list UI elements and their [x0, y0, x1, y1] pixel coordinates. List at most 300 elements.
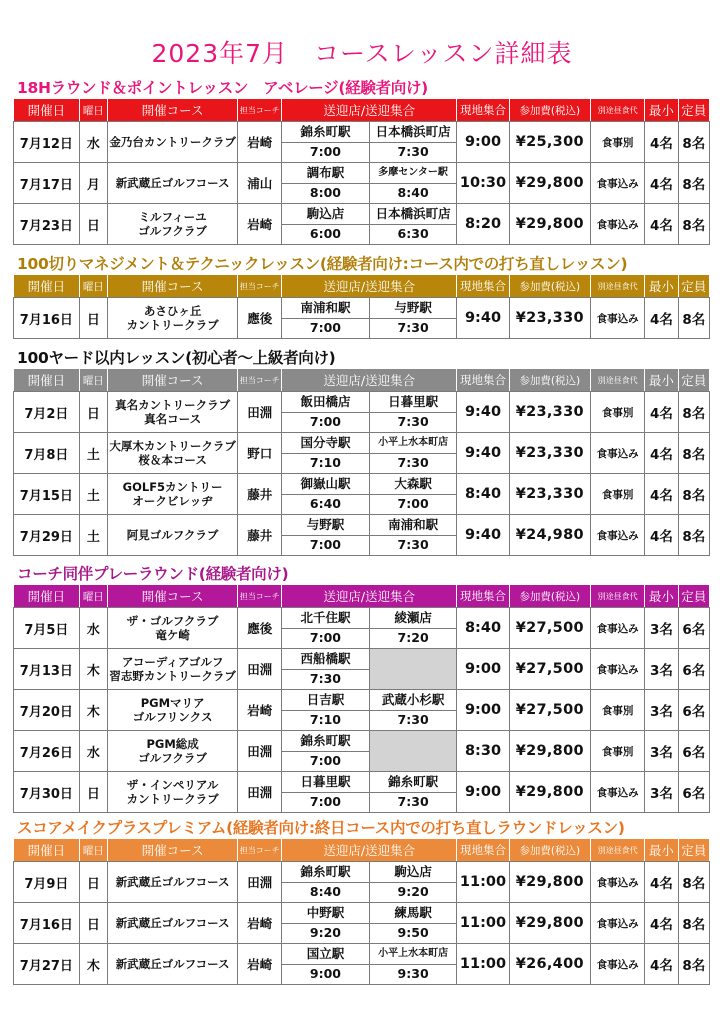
- pickup-2-location: 南浦和駅: [369, 515, 457, 536]
- pickup-1-time: 7:00: [282, 142, 370, 163]
- header-pickup: 送迎店/送迎集合: [282, 369, 457, 392]
- header-pickup: 送迎店/送迎集合: [282, 275, 457, 298]
- pickup-1-time: 7:10: [282, 710, 370, 731]
- table-row: [14, 474, 710, 495]
- lesson-weekday: 日: [79, 204, 107, 245]
- pickup-2-location: 錦糸町駅: [369, 772, 457, 793]
- meal-info: 食事別: [590, 690, 644, 731]
- header-fee: 参加費(税込): [509, 369, 590, 392]
- pickup-1-location: 南浦和駅: [282, 298, 370, 319]
- page-title: 2023年7月 コースレッスン詳細表: [151, 39, 573, 68]
- header-pickup: 送迎店/送迎集合: [282, 99, 457, 122]
- lesson-coach: 岩崎: [238, 903, 282, 944]
- meet-time: 8:30: [457, 731, 509, 772]
- header-meet: 現地集合: [457, 99, 509, 122]
- lesson-date: 7月8日: [14, 433, 80, 474]
- pickup-2-time: 7:00: [369, 494, 457, 515]
- capacity: 8名: [678, 903, 709, 944]
- lesson-coach: 岩崎: [238, 204, 282, 245]
- lesson-date: 7月2日: [14, 392, 80, 433]
- header-cap: 定員: [678, 585, 709, 608]
- meet-time: 9:00: [457, 122, 509, 163]
- pickup-2-location: 与野駅: [369, 298, 457, 319]
- min-participants: 4名: [645, 298, 678, 339]
- header-fee: 参加費(税込): [509, 99, 590, 122]
- pickup-2-location: 大森駅: [369, 474, 457, 495]
- lesson-fee: ¥27,500: [509, 608, 590, 649]
- capacity: 8名: [678, 392, 709, 433]
- pickup-1-location: 調布駅: [282, 163, 370, 184]
- header-day: 曜日: [79, 275, 107, 298]
- course-name-line: PGM総成: [146, 737, 199, 751]
- lesson-course: [107, 649, 237, 690]
- lesson-weekday: 日: [79, 392, 107, 433]
- pickup-2-location: 練馬駅: [369, 903, 457, 924]
- capacity: 8名: [678, 944, 709, 985]
- lesson-course: [107, 944, 237, 985]
- pickup-1-location: 国分寺駅: [282, 433, 370, 454]
- section-title: コーチ同伴プレーラウンド(経験者向け): [17, 565, 289, 583]
- course-name-line: GOLF5カントリー: [122, 480, 223, 494]
- pickup-1-time: 9:20: [282, 923, 370, 944]
- header-meet: 現地集合: [457, 275, 509, 298]
- header-meet: 現地集合: [457, 369, 509, 392]
- header-day: 曜日: [79, 369, 107, 392]
- course-name-line: カントリークラブ: [126, 792, 219, 806]
- meal-info: 食事別: [590, 392, 644, 433]
- course-name-line: 大厚木カントリークラブ: [109, 439, 236, 453]
- header-day: 曜日: [79, 99, 107, 122]
- header-meal: 別途昼食代: [590, 839, 644, 862]
- lesson-course: [107, 772, 237, 813]
- header-meal: 別途昼食代: [590, 585, 644, 608]
- lesson-fee: ¥23,330: [509, 433, 590, 474]
- header-pickup: 送迎店/送迎集合: [282, 839, 457, 862]
- table-row: [14, 608, 710, 629]
- header-course: 開催コース: [107, 585, 237, 608]
- pickup-1-time: 7:10: [282, 453, 370, 474]
- meal-info: 食事込み: [590, 903, 644, 944]
- lesson-course: [107, 515, 237, 556]
- min-participants: 4名: [645, 433, 678, 474]
- pickup-2-time: 7:20: [369, 628, 457, 649]
- meal-info: 食事込み: [590, 944, 644, 985]
- lesson-weekday: 日: [79, 298, 107, 339]
- lesson-fee: ¥29,800: [509, 903, 590, 944]
- table-row: [14, 433, 710, 454]
- table-row: [14, 944, 710, 965]
- table-row: [14, 903, 710, 924]
- lesson-coach: 田淵: [238, 772, 282, 813]
- lesson-weekday: 土: [79, 474, 107, 515]
- min-participants: 4名: [645, 515, 678, 556]
- section-title: 100ヤード以内レッスン(初心者～上級者向け): [17, 349, 336, 367]
- capacity: 8名: [678, 433, 709, 474]
- header-date: 開催日: [14, 585, 80, 608]
- pickup-2-location: 駒込店: [369, 862, 457, 883]
- lesson-fee: ¥24,980: [509, 515, 590, 556]
- pickup-2-time: 7:30: [369, 318, 457, 339]
- lesson-coach: 岩崎: [238, 122, 282, 163]
- meal-info: 食事込み: [590, 862, 644, 903]
- pickup-1-time: 7:00: [282, 535, 370, 556]
- course-name-line: アコーディアゴルフ: [121, 655, 224, 669]
- capacity: 8名: [678, 298, 709, 339]
- course-name-line: 阿見ゴルフクラブ: [126, 528, 219, 542]
- lesson-fee: ¥27,500: [509, 649, 590, 690]
- lesson-date: 7月9日: [14, 862, 80, 903]
- lesson-course: [107, 862, 237, 903]
- lesson-date: 7月17日: [14, 163, 80, 204]
- section-title: 100切りマネジメント＆テクニックレッスン(経験者向け:コース内での打ち直しレッスン): [17, 255, 628, 273]
- pickup-2-empty: [369, 731, 457, 772]
- lesson-coach: 藤井: [238, 515, 282, 556]
- header-min: 最小: [645, 839, 678, 862]
- meal-info: 食事別: [590, 474, 644, 515]
- pickup-2-location: 武蔵小杉駅: [369, 690, 457, 711]
- course-name-line: PGMマリア: [140, 696, 205, 710]
- schedule-table: [13, 838, 710, 985]
- header-meet: 現地集合: [457, 839, 509, 862]
- lesson-date: 7月29日: [14, 515, 80, 556]
- lesson-date: 7月5日: [14, 608, 80, 649]
- header-coach: 担当コーチ: [238, 99, 282, 122]
- pickup-1-time: 7:00: [282, 412, 370, 433]
- section-title: スコアメイクプラスプレミアム(経験者向け:終日コース内での打ち直しラウンドレッスン): [17, 819, 625, 837]
- lesson-coach: 藤井: [238, 474, 282, 515]
- table-row: [14, 731, 710, 752]
- lesson-date: 7月27日: [14, 944, 80, 985]
- pickup-2-location: 小平上水本町店: [369, 433, 457, 454]
- min-participants: 3名: [645, 649, 678, 690]
- pickup-1-location: 北千住駅: [282, 608, 370, 629]
- capacity: 8名: [678, 204, 709, 245]
- lesson-fee: ¥23,330: [509, 474, 590, 515]
- lesson-weekday: 日: [79, 903, 107, 944]
- header-course: 開催コース: [107, 839, 237, 862]
- header-min: 最小: [645, 585, 678, 608]
- lesson-course: [107, 163, 237, 204]
- course-name-line: 新武蔵丘ゴルフコース: [115, 957, 230, 971]
- meet-time: 11:00: [457, 903, 509, 944]
- header-min: 最小: [645, 99, 678, 122]
- table-header-row: [14, 839, 710, 862]
- meal-info: 食事込み: [590, 515, 644, 556]
- min-participants: 4名: [645, 122, 678, 163]
- pickup-2-time: 9:30: [369, 964, 457, 985]
- meet-time: 9:00: [457, 649, 509, 690]
- meet-time: 9:40: [457, 433, 509, 474]
- header-course: 開催コース: [107, 99, 237, 122]
- course-name-line: オークビレッヂ: [132, 494, 213, 508]
- pickup-1-time: 7:00: [282, 318, 370, 339]
- header-course: 開催コース: [107, 369, 237, 392]
- header-date: 開催日: [14, 275, 80, 298]
- header-date: 開催日: [14, 839, 80, 862]
- lesson-course: [107, 608, 237, 649]
- pickup-2-time: 7:30: [369, 142, 457, 163]
- meal-info: 食事別: [590, 731, 644, 772]
- table-row: [14, 649, 710, 670]
- lesson-weekday: 土: [79, 433, 107, 474]
- lesson-fee: ¥25,300: [509, 122, 590, 163]
- lesson-coach: 浦山: [238, 163, 282, 204]
- table-row: [14, 204, 710, 225]
- header-fee: 参加費(税込): [509, 839, 590, 862]
- header-cap: 定員: [678, 369, 709, 392]
- schedule-table: [13, 584, 710, 813]
- table-row: [14, 862, 710, 883]
- lesson-coach: 應後: [238, 298, 282, 339]
- course-name-line: 習志野カントリークラブ: [109, 669, 236, 683]
- pickup-1-location: 錦糸町駅: [282, 862, 370, 883]
- table-header-row: [14, 275, 710, 298]
- capacity: 6名: [678, 690, 709, 731]
- capacity: 8名: [678, 163, 709, 204]
- lesson-course: [107, 903, 237, 944]
- course-name-line: ミルフィーユ: [138, 210, 207, 224]
- header-cap: 定員: [678, 99, 709, 122]
- lesson-date: 7月23日: [14, 204, 80, 245]
- meet-time: 11:00: [457, 862, 509, 903]
- lesson-coach: 田淵: [238, 862, 282, 903]
- header-coach: 担当コーチ: [238, 585, 282, 608]
- lesson-weekday: 水: [79, 608, 107, 649]
- pickup-2-time: 7:30: [369, 710, 457, 731]
- pickup-2-time: 8:40: [369, 183, 457, 204]
- header-fee: 参加費(税込): [509, 275, 590, 298]
- header-day: 曜日: [79, 839, 107, 862]
- pickup-2-time: 9:20: [369, 882, 457, 903]
- lesson-coach: 野口: [238, 433, 282, 474]
- min-participants: 4名: [645, 392, 678, 433]
- lesson-date: 7月16日: [14, 903, 80, 944]
- table-header-row: [14, 99, 710, 122]
- meet-time: 10:30: [457, 163, 509, 204]
- table-row: [14, 515, 710, 536]
- min-participants: 3名: [645, 731, 678, 772]
- lesson-course: [107, 392, 237, 433]
- header-coach: 担当コーチ: [238, 369, 282, 392]
- table-row: [14, 772, 710, 793]
- lesson-weekday: 日: [79, 862, 107, 903]
- table-row: [14, 392, 710, 413]
- lesson-weekday: 木: [79, 649, 107, 690]
- meet-time: 9:40: [457, 298, 509, 339]
- course-name-line: 真名カントリークラブ: [115, 398, 231, 412]
- table-row: [14, 690, 710, 711]
- min-participants: 4名: [645, 204, 678, 245]
- course-name-line: 真名コース: [144, 412, 202, 426]
- pickup-2-location: 綾瀬店: [369, 608, 457, 629]
- capacity: 8名: [678, 862, 709, 903]
- pickup-2-location: 日暮里駅: [369, 392, 457, 413]
- meal-info: 食事別: [590, 122, 644, 163]
- lesson-date: 7月26日: [14, 731, 80, 772]
- header-date: 開催日: [14, 99, 80, 122]
- lesson-fee: ¥23,330: [509, 298, 590, 339]
- lesson-course: [107, 298, 237, 339]
- meet-time: 9:00: [457, 772, 509, 813]
- pickup-1-time: 7:30: [282, 669, 370, 690]
- table-row: [14, 298, 710, 319]
- course-name-line: ザ・インペリアル: [126, 778, 219, 792]
- lesson-coach: 田淵: [238, 649, 282, 690]
- pickup-1-location: 日暮里駅: [282, 772, 370, 793]
- pickup-1-time: 7:00: [282, 628, 370, 649]
- lesson-fee: ¥27,500: [509, 690, 590, 731]
- meal-info: 食事込み: [590, 163, 644, 204]
- meal-info: 食事込み: [590, 433, 644, 474]
- schedule-table: [13, 274, 710, 339]
- meal-info: 食事込み: [590, 204, 644, 245]
- pickup-2-time: 6:30: [369, 224, 457, 245]
- lesson-weekday: 日: [79, 772, 107, 813]
- course-name-line: ザ・ゴルフクラブ: [126, 614, 219, 628]
- pickup-1-location: 中野駅: [282, 903, 370, 924]
- capacity: 6名: [678, 731, 709, 772]
- header-pickup: 送迎店/送迎集合: [282, 585, 457, 608]
- lesson-course: [107, 731, 237, 772]
- lesson-coach: 田淵: [238, 731, 282, 772]
- table-row: [14, 122, 710, 143]
- lesson-fee: ¥29,800: [509, 772, 590, 813]
- lesson-date: 7月12日: [14, 122, 80, 163]
- lesson-date: 7月20日: [14, 690, 80, 731]
- meet-time: 8:40: [457, 474, 509, 515]
- pickup-2-time: 7:30: [369, 453, 457, 474]
- course-name-line: ゴルフクラブ: [138, 224, 207, 238]
- header-cap: 定員: [678, 839, 709, 862]
- header-meal: 別途昼食代: [590, 369, 644, 392]
- lesson-date: 7月30日: [14, 772, 80, 813]
- pickup-1-time: 7:00: [282, 792, 370, 813]
- pickup-2-time: 7:30: [369, 535, 457, 556]
- min-participants: 3名: [645, 772, 678, 813]
- lesson-weekday: 木: [79, 944, 107, 985]
- min-participants: 4名: [645, 903, 678, 944]
- meal-info: 食事込み: [590, 649, 644, 690]
- meet-time: 9:40: [457, 392, 509, 433]
- lesson-course: [107, 474, 237, 515]
- lesson-date: 7月15日: [14, 474, 80, 515]
- capacity: 6名: [678, 608, 709, 649]
- pickup-2-time: 9:50: [369, 923, 457, 944]
- course-name-line: 竜ケ崎: [155, 628, 190, 642]
- lesson-weekday: 土: [79, 515, 107, 556]
- min-participants: 4名: [645, 944, 678, 985]
- header-date: 開催日: [14, 369, 80, 392]
- meet-time: 11:00: [457, 944, 509, 985]
- pickup-2-time: 7:30: [369, 412, 457, 433]
- lesson-course: [107, 433, 237, 474]
- pickup-2-empty: [369, 649, 457, 690]
- lesson-fee: ¥29,800: [509, 204, 590, 245]
- header-meet: 現地集合: [457, 585, 509, 608]
- lesson-weekday: 水: [79, 122, 107, 163]
- lesson-course: [107, 122, 237, 163]
- min-participants: 3名: [645, 608, 678, 649]
- pickup-1-location: 駒込店: [282, 204, 370, 225]
- header-fee: 参加費(税込): [509, 585, 590, 608]
- pickup-1-time: 8:40: [282, 882, 370, 903]
- lesson-weekday: 水: [79, 731, 107, 772]
- pickup-1-time: 9:00: [282, 964, 370, 985]
- header-course: 開催コース: [107, 275, 237, 298]
- pickup-1-location: 錦糸町駅: [282, 731, 370, 752]
- course-name-line: 新武蔵丘ゴルフコース: [115, 916, 230, 930]
- pickup-1-location: 国立駅: [282, 944, 370, 965]
- lesson-fee: ¥26,400: [509, 944, 590, 985]
- lesson-fee: ¥23,330: [509, 392, 590, 433]
- course-name-line: ゴルフクラブ: [138, 751, 207, 765]
- pickup-2-location: 日本橋浜町店: [369, 204, 457, 225]
- header-min: 最小: [645, 369, 678, 392]
- lesson-date: 7月16日: [14, 298, 80, 339]
- meal-info: 食事込み: [590, 772, 644, 813]
- lesson-fee: ¥29,800: [509, 163, 590, 204]
- capacity: 6名: [678, 649, 709, 690]
- meet-time: 8:40: [457, 608, 509, 649]
- min-participants: 4名: [645, 163, 678, 204]
- pickup-1-location: 西船橋駅: [282, 649, 370, 670]
- header-min: 最小: [645, 275, 678, 298]
- pickup-2-location: 小平上水本町店: [369, 944, 457, 965]
- pickup-2-location: 多摩センター駅: [369, 163, 457, 184]
- capacity: 8名: [678, 122, 709, 163]
- lesson-course: [107, 204, 237, 245]
- header-meal: 別途昼食代: [590, 275, 644, 298]
- header-cap: 定員: [678, 275, 709, 298]
- pickup-1-location: 御嶽山駅: [282, 474, 370, 495]
- capacity: 6名: [678, 772, 709, 813]
- lesson-weekday: 月: [79, 163, 107, 204]
- lesson-coach: 岩崎: [238, 690, 282, 731]
- lesson-date: 7月13日: [14, 649, 80, 690]
- course-name-line: カントリークラブ: [126, 318, 219, 332]
- pickup-2-location: 日本橋浜町店: [369, 122, 457, 143]
- lesson-fee: ¥29,800: [509, 731, 590, 772]
- meet-time: 8:20: [457, 204, 509, 245]
- pickup-1-time: 6:00: [282, 224, 370, 245]
- capacity: 8名: [678, 474, 709, 515]
- course-name-line: あさひヶ丘: [143, 304, 202, 318]
- pickup-1-location: 飯田橋店: [282, 392, 370, 413]
- pickup-1-location: 錦糸町駅: [282, 122, 370, 143]
- min-participants: 4名: [645, 862, 678, 903]
- meet-time: 9:00: [457, 690, 509, 731]
- schedule-table: [13, 368, 710, 556]
- meal-info: 食事込み: [590, 608, 644, 649]
- lesson-fee: ¥29,800: [509, 862, 590, 903]
- course-name-line: ゴルフリンクス: [132, 710, 213, 724]
- header-day: 曜日: [79, 585, 107, 608]
- lesson-coach: 岩崎: [238, 944, 282, 985]
- course-name-line: 新武蔵丘ゴルフコース: [115, 176, 230, 190]
- table-header-row: [14, 369, 710, 392]
- course-name-line: 桜＆本コース: [138, 453, 207, 467]
- lesson-coach: 應後: [238, 608, 282, 649]
- table-row: [14, 163, 710, 184]
- pickup-1-time: 6:40: [282, 494, 370, 515]
- course-name-line: 金乃台カントリークラブ: [109, 135, 236, 149]
- schedule-table: [13, 98, 710, 245]
- meal-info: 食事込み: [590, 298, 644, 339]
- min-participants: 4名: [645, 474, 678, 515]
- table-header-row: [14, 585, 710, 608]
- min-participants: 3名: [645, 690, 678, 731]
- lesson-weekday: 木: [79, 690, 107, 731]
